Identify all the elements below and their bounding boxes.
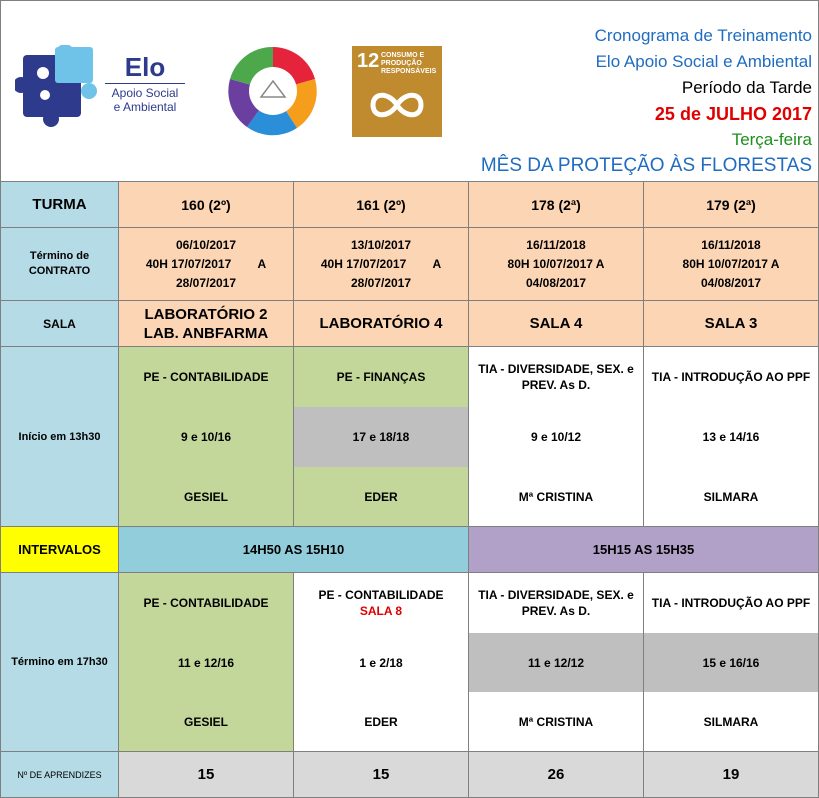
lessons: 9 e 10/12 bbox=[530, 430, 582, 444]
subject-line2: PREV. As D. bbox=[521, 604, 591, 618]
subject-line1: TIA - DIVERSIDADE, SEX. e bbox=[478, 588, 634, 602]
sala-line1: SALA 4 bbox=[529, 315, 583, 332]
contrato-line3: 04/08/2017 bbox=[525, 275, 587, 290]
contrato-line1: 16/11/2018 bbox=[701, 237, 761, 252]
teacher: GESIEL bbox=[183, 714, 228, 729]
sala-label bbox=[0, 300, 119, 347]
sala-cell bbox=[293, 300, 469, 347]
contrato-line3: 28/07/2017 bbox=[175, 275, 237, 290]
aprendizes-cell bbox=[643, 751, 819, 798]
elo-logo bbox=[15, 45, 185, 127]
contrato-cell bbox=[468, 227, 644, 301]
contrato-line2: 80H 10/07/2017 A bbox=[507, 256, 605, 271]
contrato-line1: 13/10/2017 bbox=[350, 237, 412, 252]
contrato-label bbox=[0, 227, 119, 301]
teacher: EDER bbox=[364, 714, 398, 729]
subject-line1: PE - CONTABILIDADE bbox=[318, 588, 444, 602]
interval-first-text: 14H50 AS 15H10 bbox=[242, 542, 345, 557]
turma-value: 161 (2º) bbox=[356, 196, 406, 213]
aprendizes-cell bbox=[118, 751, 294, 798]
teacher: Mª CRISTINA bbox=[518, 489, 594, 504]
lessons: 11 e 12/16 bbox=[177, 655, 235, 670]
room-note: SALA 8 bbox=[359, 604, 403, 618]
contrato-line3: 28/07/2017 bbox=[350, 275, 412, 290]
turma-value: 178 (2ª) bbox=[531, 196, 581, 213]
turma-label bbox=[0, 181, 119, 228]
aprendizes-value: 15 bbox=[197, 766, 215, 783]
contrato-line2: 40H 17/07/2017 A bbox=[145, 256, 267, 271]
aprendizes-cell bbox=[468, 751, 644, 798]
subject: PE - CONTABILIDADE bbox=[143, 596, 269, 610]
contrato-line3: 04/08/2017 bbox=[700, 275, 762, 290]
sdg-text: CONSUMO E PRODUÇÃO RESPONSÁVEIS bbox=[381, 52, 437, 75]
lessons: 9 e 10/16 bbox=[180, 430, 232, 444]
sala-cell bbox=[468, 300, 644, 347]
date: 25 de JULHO 2017 bbox=[654, 104, 812, 124]
weekday: Terça-feira bbox=[731, 130, 812, 149]
lessons: 17 e 18/18 bbox=[352, 430, 410, 444]
header bbox=[0, 0, 819, 181]
inicio-label-text: Início em 13h30 bbox=[18, 430, 101, 443]
teacher: SILMARA bbox=[703, 714, 759, 729]
teacher: EDER bbox=[364, 489, 398, 504]
aprendizes-label bbox=[0, 751, 119, 798]
sdg12-badge bbox=[352, 46, 442, 137]
sala-cell bbox=[118, 300, 294, 347]
subject-line1: TIA - DIVERSIDADE, SEX. e bbox=[478, 362, 634, 376]
termino-label-text: Término em 17h30 bbox=[11, 656, 108, 668]
sustainable-development-wheel bbox=[227, 45, 319, 137]
sala-line2: LAB. ANBFARMA bbox=[143, 324, 269, 342]
aprendizes-label-text: Nº DE APRENDIZES bbox=[17, 769, 102, 780]
turma-cell bbox=[293, 181, 469, 228]
subject: PE - FINANÇAS bbox=[336, 370, 426, 384]
termino-label bbox=[0, 572, 119, 752]
sdg-wheel-icon bbox=[227, 45, 319, 137]
contrato-label-line1: Término de bbox=[29, 250, 90, 262]
sala-cell bbox=[643, 300, 819, 347]
month-theme: MÊS DA PROTEÇÃO ÀS FLORESTAS bbox=[480, 155, 812, 176]
sala-line1: SALA 3 bbox=[704, 315, 758, 332]
sala-line1: LABORATÓRIO 2 bbox=[144, 305, 268, 323]
period: Período da Tarde bbox=[681, 78, 812, 97]
subject: TIA - INTRODUÇÃO AO PPF bbox=[651, 370, 811, 384]
aprendizes-cell bbox=[293, 751, 469, 798]
teacher: SILMARA bbox=[703, 489, 759, 504]
aprendizes-value: 15 bbox=[372, 766, 390, 783]
turma-cell bbox=[468, 181, 644, 228]
turma-value: 179 (2ª) bbox=[706, 196, 756, 213]
turma-cell bbox=[118, 181, 294, 228]
teacher: Mª CRISTINA bbox=[518, 714, 594, 729]
inicio-label bbox=[0, 346, 119, 527]
contrato-cell bbox=[643, 227, 819, 301]
sala-line1: LABORATÓRIO 4 bbox=[319, 315, 443, 332]
title-line2: Elo Apoio Social e Ambiental bbox=[595, 52, 812, 71]
infinity-icon bbox=[367, 88, 427, 122]
aprendizes-value: 26 bbox=[547, 766, 565, 783]
sala-label-text: SALA bbox=[43, 316, 76, 331]
aprendizes-value: 19 bbox=[722, 766, 740, 783]
org-sub1: Apoio Social bbox=[111, 86, 179, 100]
org-name: Elo bbox=[124, 52, 166, 82]
interval-first bbox=[118, 526, 469, 573]
lessons: 15 e 16/16 bbox=[702, 655, 760, 670]
subject: PE - CONTABILIDADE bbox=[143, 370, 269, 384]
subject bbox=[294, 573, 468, 633]
lessons: 13 e 14/16 bbox=[702, 430, 760, 444]
turma-value: 160 (2º) bbox=[181, 196, 231, 213]
turma-label-text: TURMA bbox=[32, 196, 87, 213]
interval-second-text: 15H15 AS 15H35 bbox=[592, 542, 695, 557]
turma-cell bbox=[643, 181, 819, 228]
lessons: 1 e 2/18 bbox=[359, 655, 403, 670]
subject bbox=[469, 573, 643, 633]
contrato-label-line2: CONTRATO bbox=[28, 265, 91, 277]
subject: TIA - INTRODUÇÃO AO PPF bbox=[651, 596, 811, 610]
contrato-line1: 16/11/2018 bbox=[526, 237, 586, 252]
intervalos-label bbox=[0, 526, 119, 573]
subject bbox=[469, 347, 643, 407]
intervalos-label-text: INTERVALOS bbox=[18, 542, 101, 557]
title-block bbox=[481, 23, 812, 179]
subject-line2: PREV. As D. bbox=[521, 378, 591, 392]
puzzle-icon bbox=[15, 45, 97, 127]
org-sub2: e Ambiental bbox=[113, 100, 177, 114]
contrato-cell bbox=[293, 227, 469, 301]
interval-second bbox=[468, 526, 819, 573]
contrato-line2: 40H 17/07/2017 A bbox=[320, 256, 442, 271]
sdg-number: 12 bbox=[357, 50, 380, 72]
lessons: 11 e 12/12 bbox=[527, 655, 585, 670]
teacher: GESIEL bbox=[183, 489, 228, 504]
contrato-line2: 80H 10/07/2017 A bbox=[682, 256, 780, 271]
contrato-cell bbox=[118, 227, 294, 301]
title-line1: Cronograma de Treinamento bbox=[594, 26, 812, 45]
contrato-line1: 06/10/2017 bbox=[175, 237, 237, 252]
